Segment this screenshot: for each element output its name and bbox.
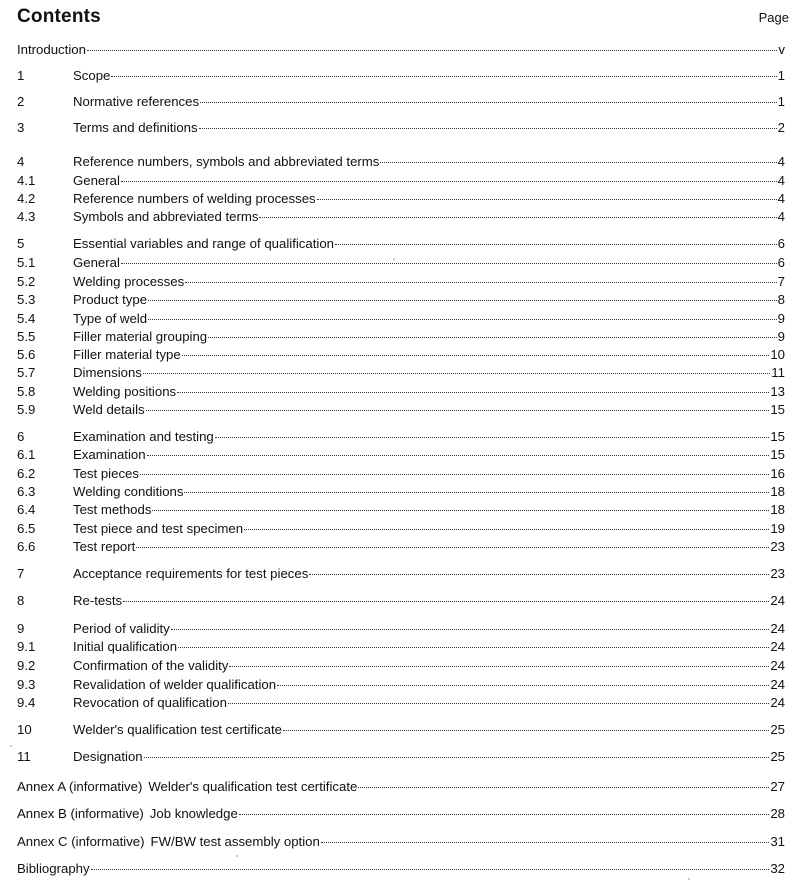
scan-speck [688, 878, 690, 880]
toc-entry-page: 4 [777, 191, 785, 206]
dot-leader [321, 841, 770, 843]
toc-entry-number: 7 [17, 566, 25, 581]
toc-entry-page: 31 [770, 834, 785, 849]
toc-entry-number: 9 [17, 621, 25, 636]
dot-leader [178, 646, 769, 648]
toc-entry[interactable] [17, 153, 785, 171]
toc-entry[interactable] [17, 291, 785, 309]
toc-entry-title: Designation [73, 749, 143, 764]
toc-entry-page: 18 [770, 484, 785, 499]
dot-leader [380, 161, 776, 163]
toc-entry-title: Revocation of qualification [73, 695, 227, 710]
toc-entry[interactable] [17, 401, 785, 419]
toc-entry-number: 4 [17, 154, 25, 169]
toc-entry-page: 15 [770, 447, 785, 462]
toc-entry[interactable] [17, 67, 785, 85]
toc-entry-title: Re-tests [73, 593, 123, 608]
dot-leader [147, 454, 770, 456]
toc-entry-page: 25 [770, 722, 785, 737]
toc-entry-title: Filler material grouping [73, 329, 208, 344]
toc-entry-title: Normative references [73, 94, 200, 109]
dot-leader [228, 702, 769, 704]
toc-entry[interactable] [17, 748, 785, 766]
toc-entry-title: Confirmation of the validity [73, 658, 229, 673]
dot-leader [171, 628, 770, 630]
toc-entry-number: 6.6 [17, 539, 36, 554]
toc-entry[interactable] [17, 254, 785, 272]
toc-entry-page: 18 [770, 502, 785, 517]
toc-entry-title: Reference numbers, symbols and abbreviated terms [73, 154, 380, 169]
page-title: Contents [17, 6, 101, 27]
toc-entry-title: Product type [73, 292, 148, 307]
toc-entry-title: General [73, 255, 120, 270]
toc-entry-page: 1 [777, 68, 785, 83]
dot-leader [123, 600, 769, 602]
dot-leader [358, 786, 769, 788]
toc-entry-page: 11 [771, 365, 785, 380]
toc-entry-title: Dimensions [73, 365, 142, 380]
toc-entry-number: 10 [17, 722, 32, 737]
toc-entry[interactable] [17, 208, 785, 226]
toc-entry-title: Reference numbers of welding processes [73, 191, 316, 206]
toc-entry-page: 16 [770, 466, 785, 481]
toc-entry-page: 6 [777, 236, 785, 251]
toc-entry-title: Test pieces [73, 466, 139, 481]
toc-entry[interactable] [17, 465, 785, 483]
toc-entry[interactable] [17, 805, 785, 823]
toc-entry-number: 9.2 [17, 658, 36, 673]
toc-entry-number: 5.6 [17, 347, 36, 362]
dot-leader [229, 665, 769, 667]
toc-entry-title: Filler material type [73, 347, 181, 362]
toc-entry-number: 5.7 [17, 365, 36, 380]
toc-entry[interactable] [17, 93, 785, 111]
scan-speck [393, 258, 395, 260]
toc-entry-title: Scope [73, 68, 111, 83]
toc-entry-number: 6.2 [17, 466, 36, 481]
toc-entry[interactable] [17, 520, 785, 538]
toc-entry-page: 8 [777, 292, 785, 307]
dot-leader [244, 528, 769, 530]
dot-leader [140, 473, 769, 475]
dot-leader [121, 180, 777, 182]
toc-entry-page: 24 [770, 639, 785, 654]
toc-entry[interactable] [17, 657, 785, 675]
toc-entry-number: 8 [17, 593, 25, 608]
dot-leader [335, 243, 777, 245]
toc-entry-title: Period of validity [73, 621, 170, 636]
toc-entry-page: 9 [777, 311, 785, 326]
dot-leader [239, 813, 770, 815]
dot-leader [283, 729, 769, 731]
dot-leader [111, 75, 776, 77]
toc-entry-number: 6 [17, 429, 25, 444]
toc-entry-number: 5.9 [17, 402, 36, 417]
toc-entry-title: Weld details [73, 402, 145, 417]
toc-entry-number: 5.3 [17, 292, 36, 307]
dot-leader [277, 684, 769, 686]
dot-leader [146, 409, 770, 411]
toc-entry-page: 6 [777, 255, 785, 270]
toc-entry[interactable] [17, 190, 785, 208]
toc-entry-number: 5.8 [17, 384, 36, 399]
toc-entry[interactable] [17, 235, 785, 253]
toc-entry[interactable] [17, 364, 785, 382]
dot-leader [208, 336, 777, 338]
toc-entry-page: 24 [770, 677, 785, 692]
dot-leader [144, 756, 770, 758]
toc-annex-label: Annex C (informative) [17, 834, 145, 849]
dot-leader [91, 868, 770, 870]
dot-leader [200, 101, 777, 103]
toc-entry-page: 23 [770, 566, 785, 581]
toc-entry-title: Symbols and abbreviated terms [73, 209, 259, 224]
dot-leader [185, 281, 776, 283]
toc-entry-page: 28 [770, 806, 785, 821]
toc-annex-label: Annex B (informative) [17, 806, 144, 821]
dot-leader [121, 262, 777, 264]
toc-entry-number: 9.3 [17, 677, 36, 692]
toc-entry-page: 15 [770, 402, 785, 417]
toc-entry[interactable] [17, 833, 785, 851]
toc-entry-title: Welding conditions [73, 484, 184, 499]
toc-entry[interactable] [17, 428, 785, 446]
toc-entry[interactable] [17, 721, 785, 739]
toc-entry[interactable] [17, 483, 785, 501]
toc-entry-page: 32 [770, 861, 785, 876]
toc-entry[interactable] [17, 383, 785, 401]
toc-entry-number: 5 [17, 236, 25, 251]
toc-entry-title: Job knowledge [149, 806, 238, 821]
toc-entry-title: Examination [73, 447, 146, 462]
toc-entry-number: 4.2 [17, 191, 36, 206]
toc-entry-page: 23 [770, 539, 785, 554]
toc-entry[interactable] [17, 501, 785, 519]
toc-entry-title: Test piece and test specimen [73, 521, 244, 536]
dot-leader [215, 436, 770, 438]
dot-leader [309, 573, 769, 575]
toc-entry[interactable] [17, 41, 785, 59]
toc-entry-number: 6.1 [17, 447, 36, 462]
dot-leader [136, 546, 769, 548]
toc-entry-number: 6.3 [17, 484, 36, 499]
toc-entry-number: 3 [17, 120, 25, 135]
toc-entry[interactable] [17, 694, 785, 712]
toc-entry-page: 13 [770, 384, 785, 399]
toc-entry-number: 9.1 [17, 639, 36, 654]
scan-speck [10, 745, 12, 747]
toc-entry-title: Welder's qualification test certificate [73, 722, 282, 737]
dot-leader [177, 391, 769, 393]
toc-entry[interactable] [17, 346, 785, 364]
toc-entry-title: General [73, 173, 120, 188]
toc-entry-number: 6.4 [17, 502, 36, 517]
toc-entry-title: Terms and definitions [73, 120, 198, 135]
toc-entry-title: Essential variables and range of qualification [73, 236, 334, 251]
toc-entry-number: 2 [17, 94, 25, 109]
dot-leader [317, 198, 777, 200]
toc-entry[interactable] [17, 860, 785, 878]
toc-entry-number: 9.4 [17, 695, 36, 710]
toc-entry-page: 10 [770, 347, 785, 362]
toc-entry-page: 24 [770, 658, 785, 673]
toc-entry[interactable] [17, 538, 785, 556]
toc-entry-page: 4 [777, 173, 785, 188]
toc-entry[interactable] [17, 638, 785, 656]
dot-leader [184, 491, 769, 493]
toc-entry-number: 4.1 [17, 173, 36, 188]
toc-entry[interactable] [17, 310, 785, 328]
toc-entry-page: 25 [770, 749, 785, 764]
scan-speck [236, 855, 238, 857]
toc-entry[interactable] [17, 565, 785, 583]
toc-entry[interactable] [17, 119, 785, 137]
toc-entry-number: 4.3 [17, 209, 36, 224]
toc-entry-page: 4 [777, 209, 785, 224]
toc-entry-page: 1 [777, 94, 785, 109]
toc-entry-page: 19 [770, 521, 785, 536]
toc-entry-page: 7 [777, 274, 785, 289]
toc-entry-title: Type of weld [73, 311, 148, 326]
page-column-label: Page [758, 10, 789, 25]
toc-entry-title: Welding positions [73, 384, 177, 399]
toc-entry-number: 11 [17, 749, 31, 764]
dot-leader [199, 127, 777, 129]
dot-leader [152, 509, 769, 511]
toc-entry-page: 9 [777, 329, 785, 344]
toc-entry-title: Test report [73, 539, 136, 554]
toc-entry[interactable] [17, 446, 785, 464]
toc-entry-page: 24 [770, 695, 785, 710]
toc-entry-title: FW/BW test assembly option [150, 834, 320, 849]
toc-entry[interactable] [17, 676, 785, 694]
toc-annex-label: Annex A (informative) [17, 779, 143, 794]
toc-entry-title: Acceptance requirements for test pieces [73, 566, 309, 581]
toc-entry-page: 15 [770, 429, 785, 444]
toc-entry-number: 1 [17, 68, 25, 83]
toc-entry-title: Test methods [73, 502, 152, 517]
dot-leader [87, 49, 777, 51]
toc-entry[interactable] [17, 328, 785, 346]
toc-entry-number: 5.2 [17, 274, 36, 289]
toc-entry-number: 5.1 [17, 255, 36, 270]
toc-entry-page: 2 [777, 120, 785, 135]
toc-entry[interactable] [17, 592, 785, 610]
dot-leader [148, 318, 777, 320]
toc-entry-page: 4 [777, 154, 785, 169]
toc-entry[interactable] [17, 620, 785, 638]
toc-entry-page: 24 [770, 621, 785, 636]
toc-entry-number: 5.5 [17, 329, 36, 344]
toc-entry-title: Revalidation of welder qualification [73, 677, 277, 692]
toc-entry-page: v [778, 42, 785, 57]
toc-entry-page: 27 [770, 779, 785, 794]
dot-leader [143, 372, 770, 374]
toc-entry[interactable] [17, 778, 785, 796]
toc-entry[interactable] [17, 273, 785, 291]
toc-entry-title: Welding processes [73, 274, 185, 289]
dot-leader [182, 354, 770, 356]
toc-entry-title: Initial qualification [73, 639, 178, 654]
toc-entry-title: Introduction [17, 42, 86, 57]
toc-entry-page: 24 [770, 593, 785, 608]
toc-entry[interactable] [17, 172, 785, 190]
toc-entry-title: Bibliography [17, 861, 90, 876]
toc-entry-title: Welder's qualification test certificate [148, 779, 358, 794]
dot-leader [259, 216, 776, 218]
dot-leader [148, 299, 777, 301]
toc-entry-number: 5.4 [17, 311, 36, 326]
toc-entry-number: 6.5 [17, 521, 36, 536]
toc-entry-title: Examination and testing [73, 429, 214, 444]
